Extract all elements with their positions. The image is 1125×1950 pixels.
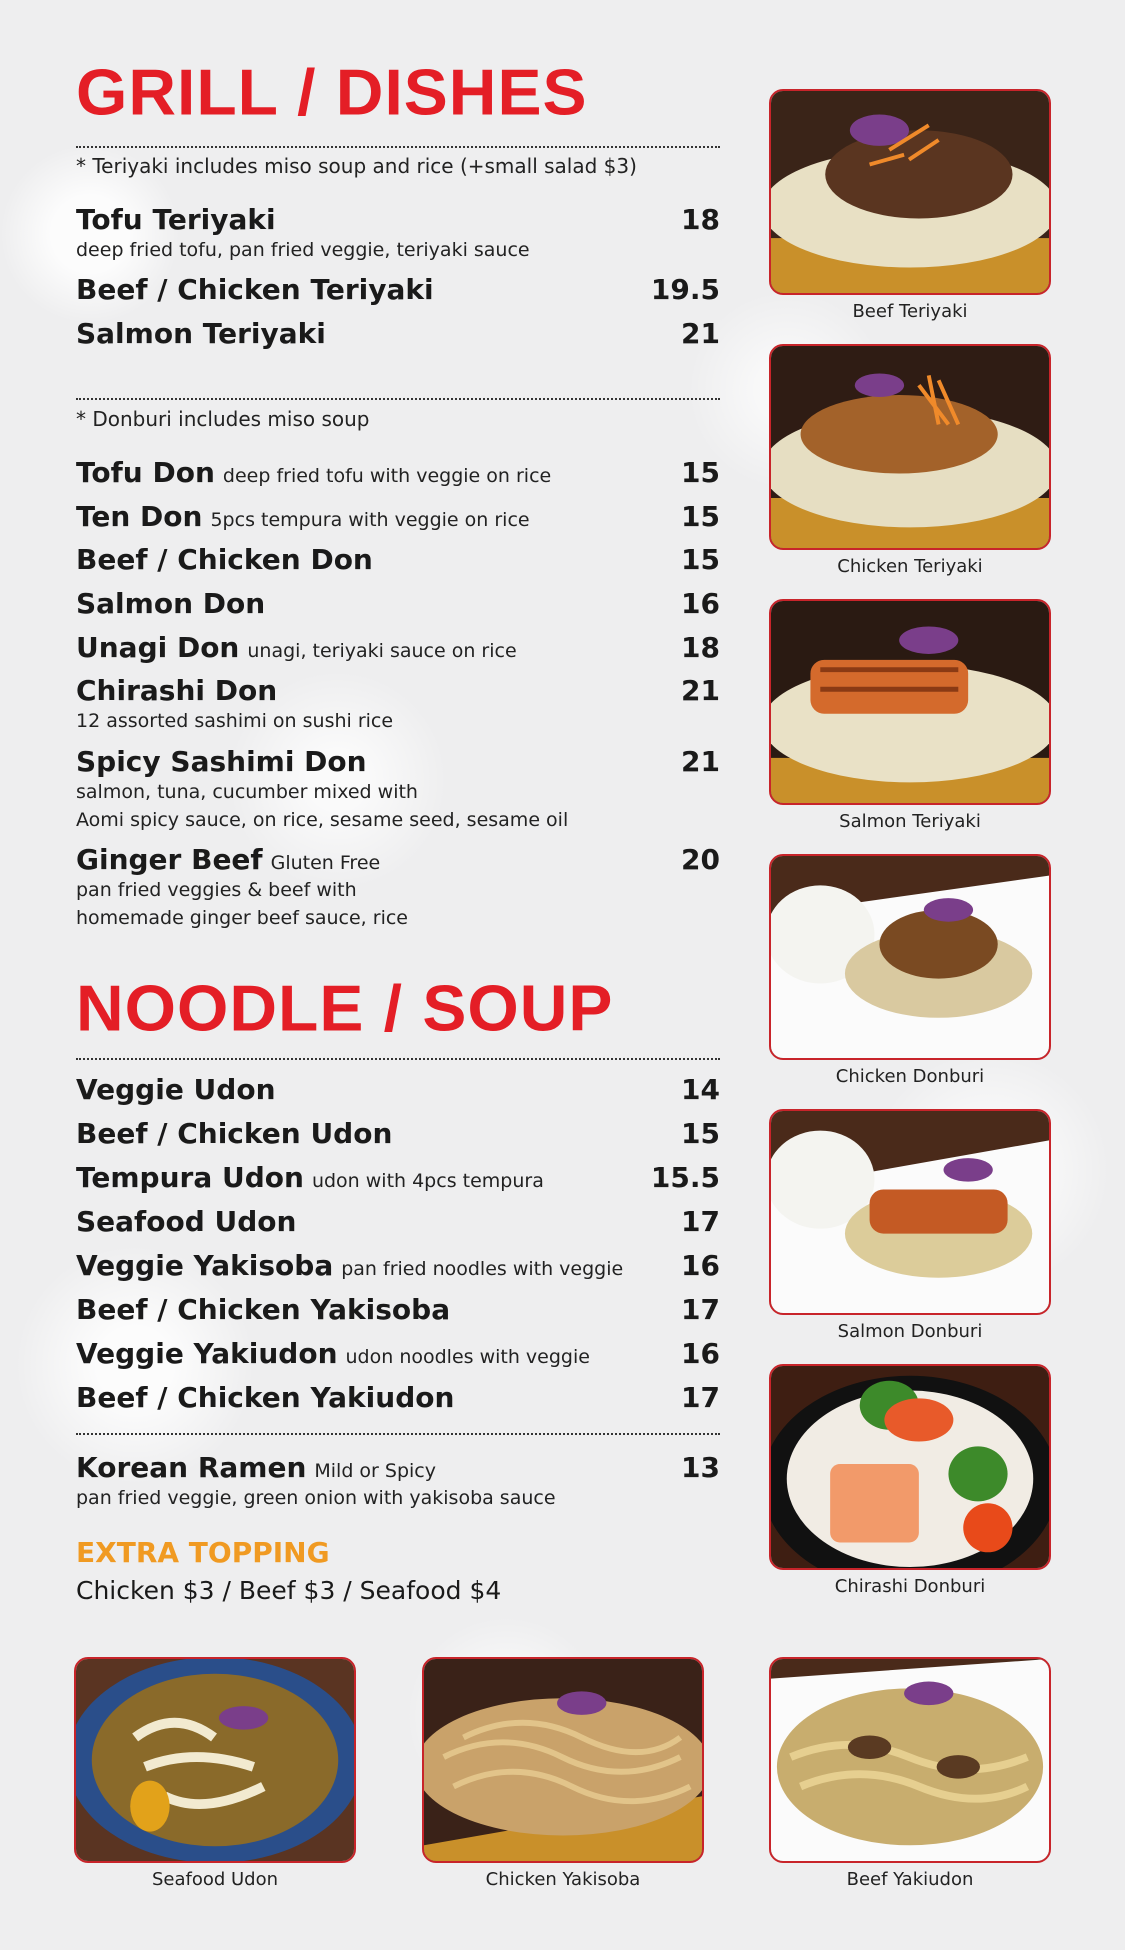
photo-caption: Chirashi Donburi [834, 1576, 986, 1597]
item-price: 21 [681, 317, 720, 350]
item-name: Veggie Yakiudon [76, 1337, 338, 1370]
photo-caption: Chicken Teriyaki [837, 556, 983, 577]
item-name: Ten Don [76, 500, 203, 533]
salmon-teriyaki-photo [769, 599, 1051, 805]
item-price: 15 [681, 456, 720, 489]
menu-item [76, 1161, 720, 1194]
item-price: 17 [681, 1293, 720, 1326]
item-description: salmon, tuna, cucumber mixed with [76, 781, 418, 803]
divider [76, 146, 720, 148]
item-inline-description: unagi, teriyaki sauce on rice [247, 640, 517, 662]
item-name: Chirashi Don [76, 674, 278, 707]
item-name: Spicy Sashimi Don [76, 745, 367, 778]
divider [76, 1058, 720, 1060]
menu-item [76, 745, 720, 834]
seafood-udon-photo [74, 1657, 356, 1863]
item-name: Veggie Udon [76, 1073, 276, 1106]
item-price: 15 [681, 1117, 720, 1150]
item-price: 17 [681, 1205, 720, 1238]
item-price: 18 [681, 631, 720, 664]
item-description: deep fried tofu, pan fried veggie, teriyaki sauce [76, 239, 530, 261]
item-description: 12 assorted sashimi on sushi rice [76, 710, 394, 732]
item-price: 18 [681, 203, 720, 236]
teriyaki-note: * Teriyaki includes miso soup and rice (+small salad $3) [76, 154, 637, 178]
item-price: 15 [681, 543, 720, 576]
item-name: Seafood Udon [76, 1205, 297, 1238]
noodle-section-title: NOODLE / SOUP [76, 971, 614, 1045]
photo-caption: Salmon Donburi [837, 1321, 983, 1342]
menu-item [76, 587, 720, 620]
item-price: 15 [681, 500, 720, 533]
item-inline-description: udon noodles with veggie [345, 1346, 590, 1368]
item-price: 16 [681, 587, 720, 620]
item-description: pan fried veggie, green onion with yakisoba sauce [76, 1487, 556, 1509]
menu-item [76, 674, 720, 735]
item-description-line2: Aomi spicy sauce, on rice, sesame seed, sesame oil [76, 809, 569, 831]
menu-item [76, 456, 720, 489]
menu-item [76, 1337, 720, 1370]
menu-item [76, 1293, 720, 1326]
divider [76, 1433, 720, 1435]
item-name: Korean Ramen [76, 1451, 307, 1484]
extra-topping-prices: Chicken $3 / Beef $3 / Seafood $4 [76, 1576, 502, 1605]
chicken-yakisoba-photo [422, 1657, 704, 1863]
item-name: Salmon Don [76, 587, 266, 620]
item-price: 16 [681, 1249, 720, 1282]
menu-item [76, 1381, 720, 1414]
photo-caption: Beef Teriyaki [852, 301, 968, 322]
item-inline-description: Gluten Free [270, 852, 381, 874]
item-price: 16 [681, 1337, 720, 1370]
item-price: 19.5 [650, 273, 720, 306]
item-price: 15.5 [650, 1161, 720, 1194]
extra-topping-title: EXTRA TOPPING [76, 1536, 330, 1569]
item-inline-description: udon with 4pcs tempura [311, 1170, 544, 1192]
item-inline-description: pan fried noodles with veggie [341, 1258, 624, 1280]
beef-yakiudon-photo [769, 1657, 1051, 1863]
menu-item [76, 1249, 720, 1282]
menu-item [76, 203, 720, 264]
menu-item [76, 1117, 720, 1150]
item-inline-description: deep fried tofu with veggie on rice [222, 465, 552, 487]
item-name: Ginger Beef [76, 843, 263, 876]
photo-caption: Beef Yakiudon [846, 1869, 974, 1890]
item-name: Beef / Chicken Don [76, 543, 373, 576]
menu-item [76, 1073, 720, 1106]
item-name: Beef / Chicken Udon [76, 1117, 393, 1150]
item-price: 14 [681, 1073, 720, 1106]
item-description-line2: homemade ginger beef sauce, rice [76, 907, 408, 929]
item-name: Unagi Don [76, 631, 240, 664]
item-name: Tofu Don [76, 456, 215, 489]
grill-section-title: GRILL / DISHES [76, 55, 588, 129]
menu-item [76, 1205, 720, 1238]
menu-item [76, 543, 720, 576]
item-price: 21 [681, 674, 720, 707]
menu-item [76, 500, 720, 533]
item-price: 17 [681, 1381, 720, 1414]
salmon-donburi-photo [769, 1109, 1051, 1315]
chirashi-donburi-photo [769, 1364, 1051, 1570]
item-description: pan fried veggies & beef with [76, 879, 357, 901]
menu-item [76, 317, 720, 350]
menu-item [76, 631, 720, 664]
menu-item [76, 1451, 720, 1512]
photo-caption: Chicken Donburi [835, 1066, 985, 1087]
item-inline-description: Mild or Spicy [314, 1460, 436, 1482]
item-inline-description: 5pcs tempura with veggie on rice [210, 509, 530, 531]
photo-caption: Salmon Teriyaki [839, 811, 981, 832]
item-price: 20 [681, 843, 720, 876]
chicken-donburi-photo [769, 854, 1051, 1060]
item-name: Veggie Yakisoba [76, 1249, 334, 1282]
item-name: Salmon Teriyaki [76, 317, 326, 350]
beef-teriyaki-photo [769, 89, 1051, 295]
item-name: Beef / Chicken Yakisoba [76, 1293, 451, 1326]
item-price: 21 [681, 745, 720, 778]
item-name: Tempura Udon [76, 1161, 304, 1194]
item-name: Tofu Teriyaki [76, 203, 276, 236]
chicken-teriyaki-photo [769, 344, 1051, 550]
item-name: Beef / Chicken Teriyaki [76, 273, 434, 306]
photo-caption: Seafood Udon [151, 1869, 279, 1890]
menu-item [76, 273, 720, 306]
divider [76, 398, 720, 400]
photo-caption: Chicken Yakisoba [485, 1869, 641, 1890]
item-price: 13 [681, 1451, 720, 1484]
menu-item [76, 843, 720, 932]
donburi-note: * Donburi includes miso soup [76, 407, 370, 431]
item-name: Beef / Chicken Yakiudon [76, 1381, 455, 1414]
